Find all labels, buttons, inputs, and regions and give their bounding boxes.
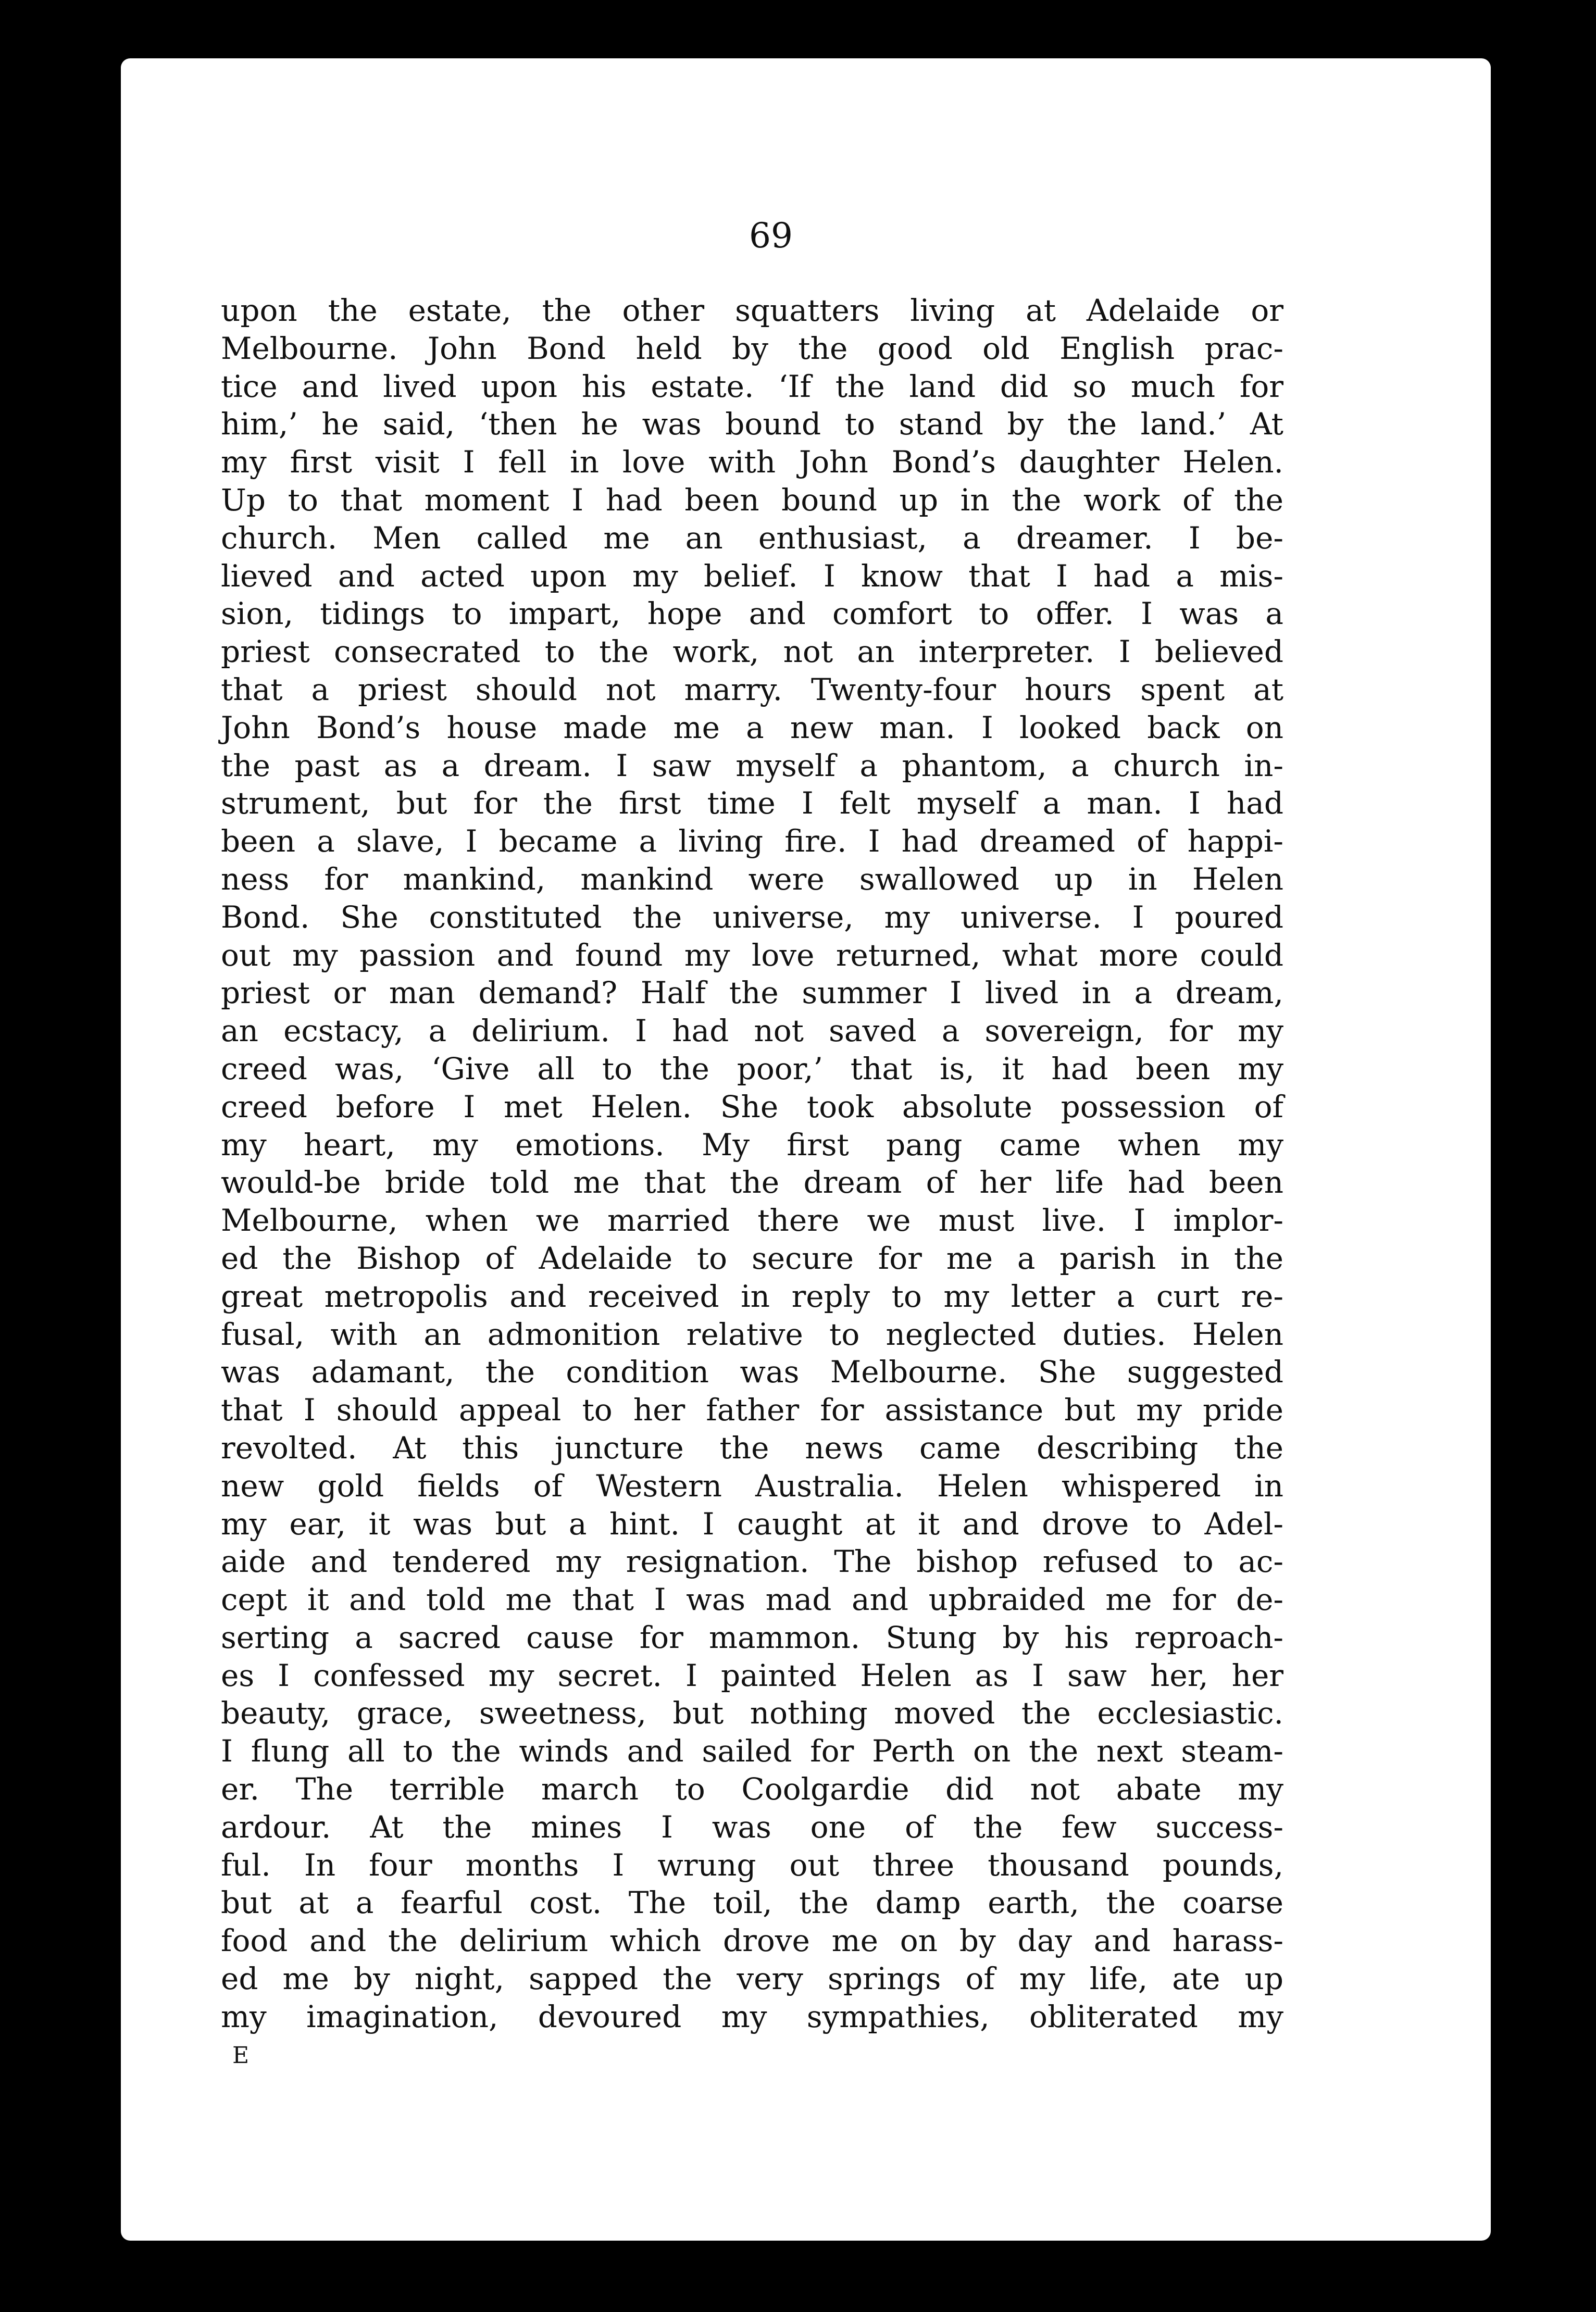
text-line: would-be bride told me that the dream of her life had been [221,1165,1283,1201]
text-line: that I should appeal to her father for assistance but my pride [221,1392,1283,1428]
text-line: church. Men called me an enthusiast, a dreamer. I be- [221,520,1283,556]
text-line: Bond. She constituted the universe, my universe. I poured [221,899,1283,935]
text-line: Melbourne. John Bond held by the good old English prac- [221,330,1283,366]
text-line: I flung all to the winds and sailed for Perth on the next steam- [221,1733,1283,1769]
text-line: out my passion and found my love returned, what more could [221,937,1283,973]
text-line: cept it and told me that I was mad and upbraided me for de- [221,1582,1283,1618]
text-line: was adamant, the condition was Melbourne. She suggested [221,1354,1283,1390]
text-line: my heart, my emotions. My first pang came when my [221,1127,1283,1163]
text-line: my first visit I fell in love with John Bond’s daughter Helen. [221,444,1283,480]
text-line: priest or man demand? Half the summer I lived in a dream, [221,975,1283,1011]
text-line: my imagination, devoured my sympathies, obliterated my [221,1998,1283,2034]
text-line: beauty, grace, sweetness, but nothing moved the ecclesiastic. [221,1695,1283,1731]
text-line: an ecstacy, a delirium. I had not saved a sovereign, for my [221,1013,1283,1049]
text-line: my ear, it was but a hint. I caught at it and drove to Adel- [221,1506,1283,1542]
text-line: aide and tendered my resignation. The bishop refused to ac- [221,1544,1283,1580]
text-line: ardour. At the mines I was one of the few success- [221,1809,1283,1845]
text-line: tice and lived upon his estate. ‘If the land did so much for [221,368,1283,404]
text-line: priest consecrated to the work, not an interpreter. I believed [221,634,1283,670]
text-line: revolted. At this juncture the news came describing the [221,1430,1283,1466]
text-line: ed me by night, sapped the very springs of my life, ate up [221,1961,1283,1997]
text-line: er. The terrible march to Coolgardie did not abate my [221,1771,1283,1807]
text-line: sion, tidings to impart, hope and comfort to offer. I was a [221,596,1283,632]
text-line: serting a sacred cause for mammon. Stung by his reproach- [221,1619,1283,1655]
text-line: great metropolis and received in reply to my letter a curt re- [221,1278,1283,1314]
page-number: 69 [749,216,793,256]
text-line: ful. In four months I wrung out three thousand pounds, [221,1847,1283,1883]
text-line: new gold fields of Western Australia. Helen whispered in [221,1468,1283,1504]
text-line: lieved and acted upon my belief. I know that I had a mis- [221,558,1283,594]
text-line: John Bond’s house made me a new man. I looked back on [221,709,1283,745]
text-line: the past as a dream. I saw myself a phantom, a church in- [221,747,1283,783]
text-line: Melbourne, when we married there we must live. I implor- [221,1203,1283,1239]
text-line: fusal, with an admonition relative to neglected duties. Helen [221,1316,1283,1352]
text-line: ed the Bishop of Adelaide to secure for me a parish in the [221,1240,1283,1276]
text-line: food and the delirium which drove me on by day and harass- [221,1923,1283,1959]
text-line: ness for mankind, mankind were swallowed up in Helen [221,861,1283,897]
text-line: creed before I met Helen. She took absolute possession of [221,1089,1283,1124]
signature-mark: E [232,2042,250,2069]
text-line: but at a fearful cost. The toil, the damp earth, the coarse [221,1885,1283,1921]
text-line: been a slave, I became a living fire. I had dreamed of happi- [221,823,1283,859]
text-line: strument, but for the first time I felt myself a man. I had [221,785,1283,821]
text-line: that a priest should not marry. Twenty-four hours spent at [221,671,1283,707]
text-line: upon the estate, the other squatters living at Adelaide or [221,293,1283,328]
text-line: creed was, ‘Give all to the poor,’ that is, it had been my [221,1051,1283,1086]
text-line: Up to that moment I had been bound up in the work of the [221,482,1283,518]
text-line: him,’ he said, ‘then he was bound to stand by the land.’ At [221,406,1283,442]
text-line: es I confessed my secret. I painted Helen as I saw her, her [221,1657,1283,1693]
body-text [221,292,1283,2047]
